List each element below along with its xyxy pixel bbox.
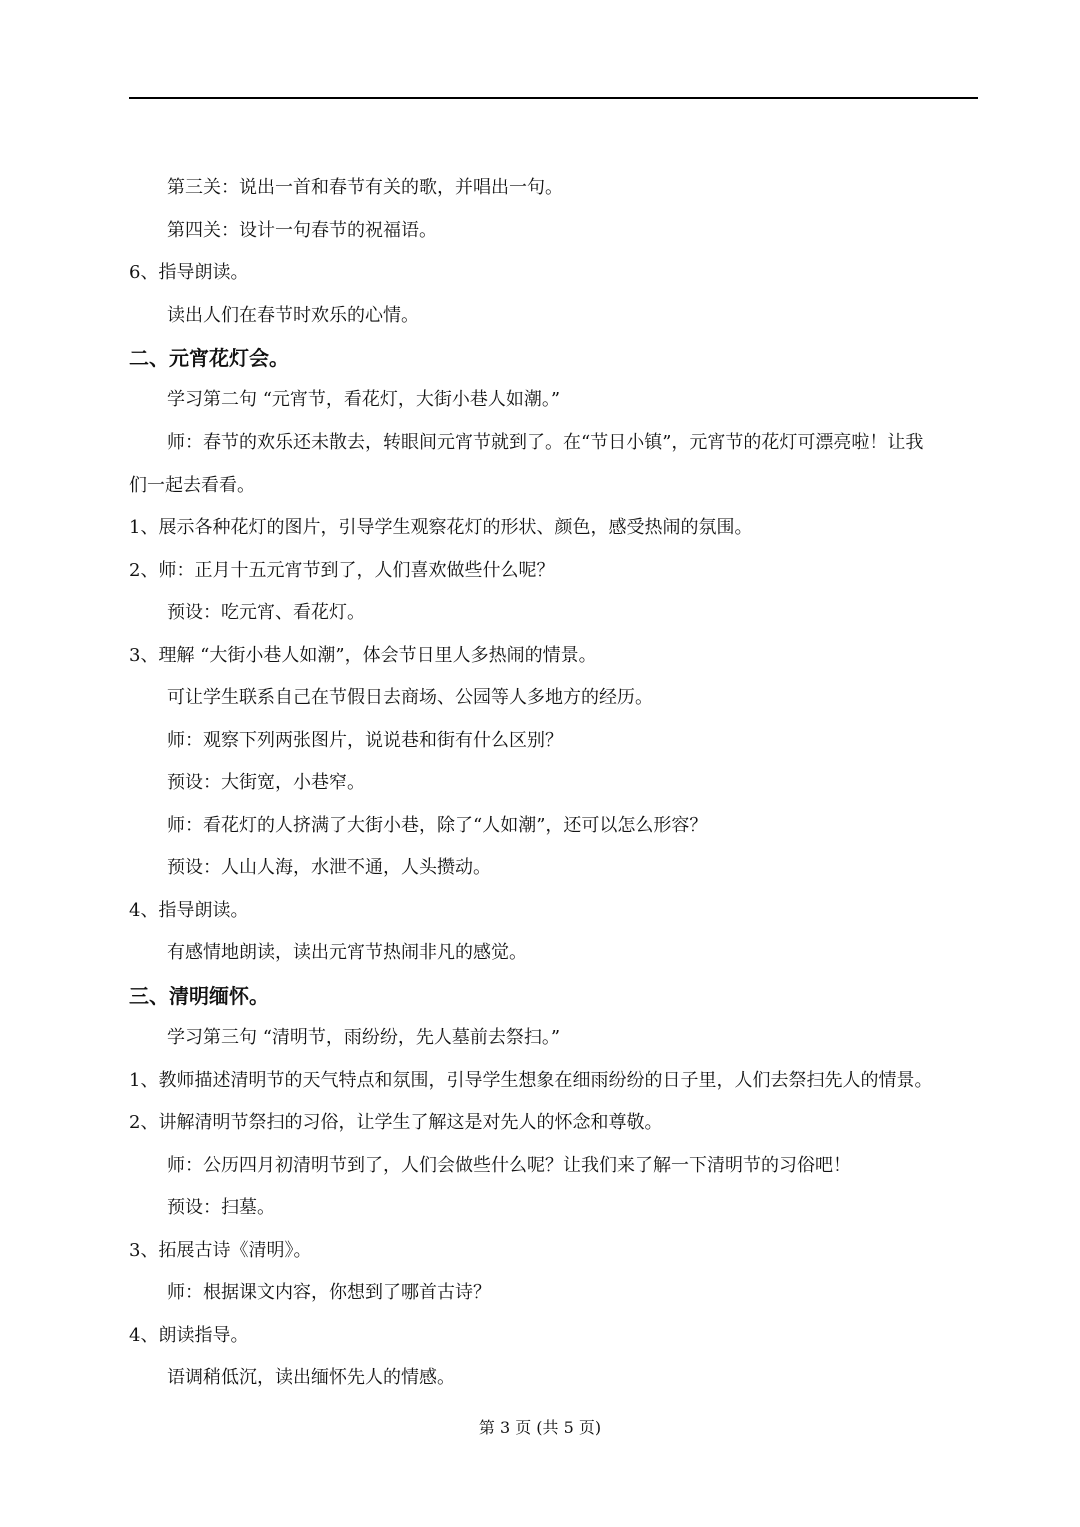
text-line: 学习第三句 “清明节，雨纷纷，先人墓前去祭扫。” bbox=[167, 1027, 561, 1048]
text-line: 第三关：说出一首和春节有关的歌，并唱出一句。 bbox=[167, 177, 563, 198]
text-line: 读出人们在春节时欢乐的心情。 bbox=[167, 305, 419, 326]
text-line: 师：春节的欢乐还未散去，转眼间元宵节就到了。在“节日小镇”，元宵节的花灯可漂亮啦！让我 bbox=[167, 432, 924, 453]
text-line: 师：看花灯的人挤满了大街小巷，除了“人如潮”，还可以怎么形容？ bbox=[167, 815, 708, 836]
list-item: 2、师：正月十五元宵节到了，人们喜欢做些什么呢？ bbox=[129, 560, 555, 581]
text-line: 预设：人山人海，水泄不通，人头攒动。 bbox=[167, 857, 491, 878]
list-item: 1、展示各种花灯的图片，引导学生观察花灯的形状、颜色，感受热闹的氛围。 bbox=[129, 517, 753, 538]
list-item: 4、朗读指导。 bbox=[129, 1325, 249, 1346]
text-line: 可让学生联系自己在节假日去商场、公园等人多地方的经历。 bbox=[167, 687, 653, 708]
list-item: 2、讲解清明节祭扫的习俗，让学生了解这是对先人的怀念和尊敬。 bbox=[129, 1112, 663, 1133]
text-line: 师：公历四月初清明节到了，人们会做些什么呢？让我们来了解一下清明节的习俗吧！ bbox=[167, 1155, 851, 1176]
text-line: 第四关：设计一句春节的祝福语。 bbox=[167, 220, 437, 241]
list-item: 4、指导朗读。 bbox=[129, 900, 249, 921]
text-line: 师：观察下列两张图片，说说巷和街有什么区别？ bbox=[167, 730, 563, 751]
text-line: 有感情地朗读，读出元宵节热闹非凡的感觉。 bbox=[167, 942, 527, 963]
text-line: 们一起去看看。 bbox=[129, 475, 255, 496]
section-heading: 三、清明缅怀。 bbox=[129, 984, 269, 1008]
list-item: 3、拓展古诗《清明》。 bbox=[129, 1240, 312, 1261]
page-footer: 第 3 页 (共 5 页) bbox=[478, 1418, 602, 1437]
header-rule bbox=[129, 97, 978, 99]
list-item: 6、指导朗读。 bbox=[129, 262, 249, 283]
list-item: 3、理解 “大街小巷人如潮”，体会节日里人多热闹的情景。 bbox=[129, 645, 597, 666]
text-line: 预设：吃元宵、看花灯。 bbox=[167, 602, 365, 623]
text-line: 语调稍低沉，读出缅怀先人的情感。 bbox=[167, 1367, 455, 1388]
section-heading: 二、元宵花灯会。 bbox=[129, 346, 289, 370]
text-line: 预设：大街宽，小巷窄。 bbox=[167, 772, 365, 793]
text-line: 师：根据课文内容，你想到了哪首古诗？ bbox=[167, 1282, 491, 1303]
text-line: 预设：扫墓。 bbox=[167, 1197, 275, 1218]
list-item: 1、教师描述清明节的天气特点和氛围，引导学生想象在细雨纷纷的日子里，人们去祭扫先人的情景。 bbox=[129, 1070, 933, 1091]
text-line: 学习第二句 “元宵节，看花灯，大街小巷人如潮。” bbox=[167, 389, 561, 410]
